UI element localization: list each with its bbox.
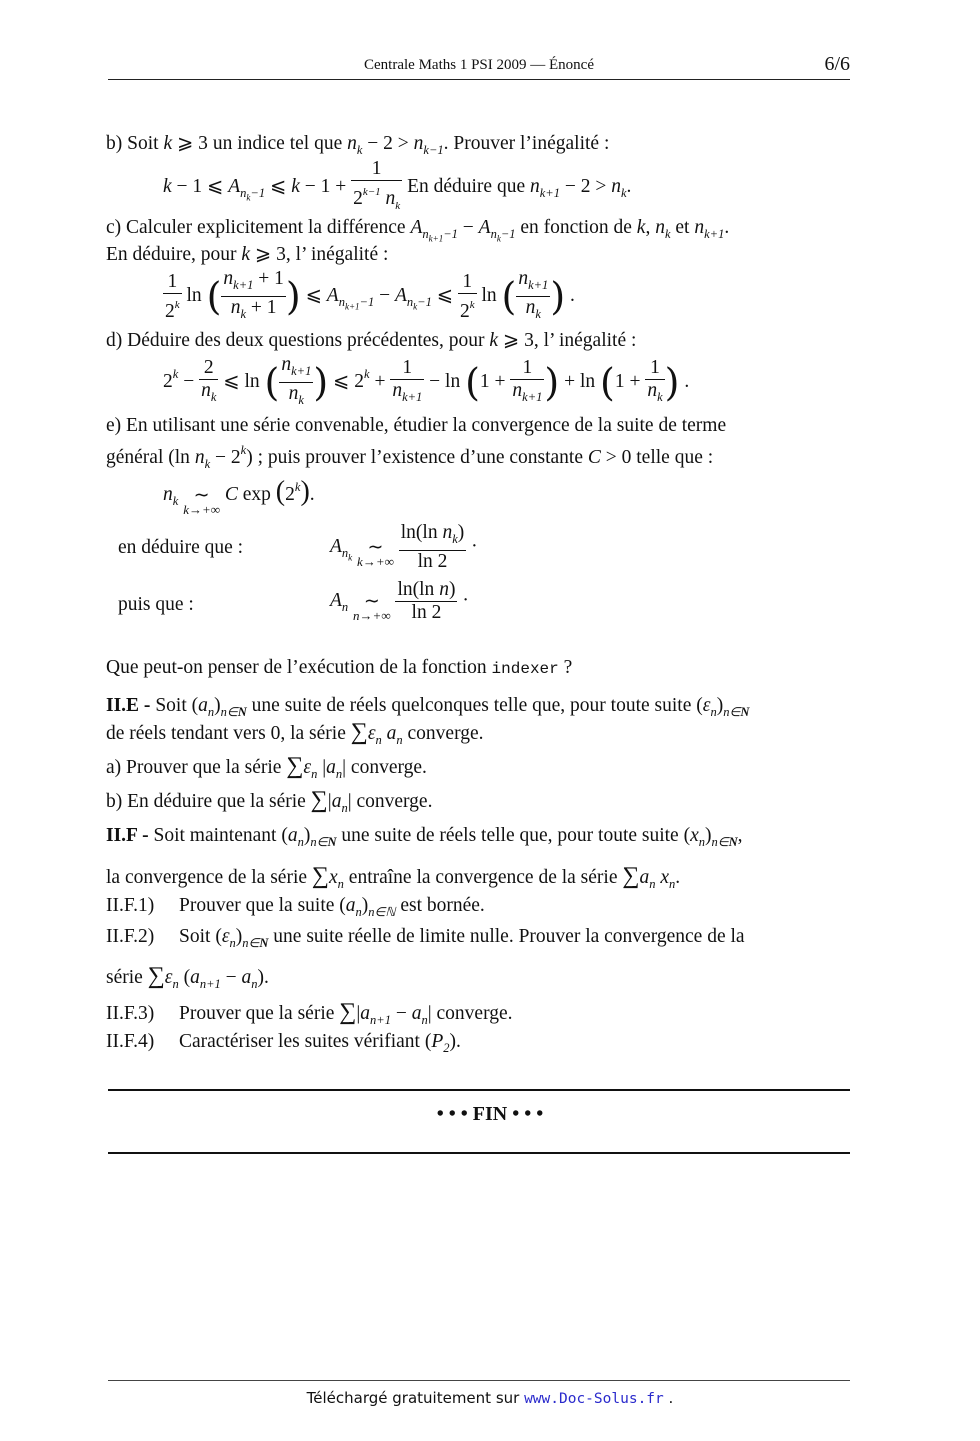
bottom-rule [108,1152,850,1154]
section-IIF-text-c: la convergence de la série [106,867,312,888]
section-IIE-text-c: de réels tendant vers 0, la série [106,723,351,744]
question-d-line: d) Déduire des deux questions précédentes, pour k ⩾ 3, l’ inégalité : [106,330,637,351]
question-d-text: d) Déduire des deux questions précédentes, pour [106,330,490,351]
section-IIF-line1: II.F - Soit maintenant $(a_n)_{n\in N}$ une suite de réels telle que, pour toute suite $(x_n)_{n\in N}$, [106,825,743,849]
question-IIF3: II.F.3) Prouver que la série $\sum|a_{n+1} - a_n|$ converge. [106,999,513,1027]
question-IIF2-text-a: Soit [179,926,216,947]
footer-rule [108,1380,850,1381]
question-IIF2-number: II.F.2) [106,926,155,947]
section-IIF-text-a: Soit maintenant [153,825,282,846]
puis-label: puis que : [118,594,194,615]
section-IIE-b: b) En déduire que la série $\sum|a_n|$ converge. [106,787,433,815]
question-IIF1-end: est bornée. [395,895,485,916]
fin-marker: • • • FIN • • • [436,1103,544,1125]
section-IIE-b-end: converge. [351,791,433,812]
equivalence-an: $A_n$ ∼ n→+∞ $\frac{\text{ln(ln n)}}{\ln 2}$ · [330,579,469,623]
section-IIF-text-b: une suite de réels telle que, pour toute suite [336,825,684,846]
question-e-line2: général (ln $n_k - 2^k$) ; puis prouver l’existence d’une constante C > 0 telle que : [106,443,714,471]
question-c-line1: c) Calculer explicitement la différence $A_{n_{k+1}-1} - A_{n_k-1}$ en fonction de k, $n_k$ et $n_{k+1}$. [106,217,730,244]
question-b-intro: b) Soit [106,133,164,154]
inequality-c: $\frac{1}{2^k}$ ln ( $\frac{n_{k+1} + 1}{n_k + 1}$ ) ⩽ $A_{n_{k+1}-1} - A_{n_k-1}$ ⩽ $\frac{1}{2^k}$ ln ( $\frac{n_{k+1}}{n_k}$ ) . [165,268,575,322]
equivalence-nk: $n_k$ ∼ k→+∞ C exp (2$^k$). [163,476,315,517]
question-IIF2-text-b: une suite réelle de limite nulle. Prouver la convergence de la [268,926,745,947]
footer [0,1389,980,1407]
question-IIF3-text: Prouver que la série [179,1003,340,1024]
question-indexer-text: Que peut-on penser de l’exécution de la fonction [106,657,492,678]
section-IIE-b-text: b) En déduire que la série [106,791,311,812]
question-IIF2: II.F.2) Soit $(\varepsilon_n)_{n\in N}$ une suite réelle de limite nulle. Prouver la convergence de la [106,926,745,950]
section-IIE-text-d: converge. [402,723,484,744]
question-e-text-a: général [106,447,169,468]
question-e-text-b: ; puis prouver l’existence d’une constante [252,447,588,468]
equivalence-ank: $A_{n_k}$ ∼ k→+∞ $\frac{\ln(\ln n_k)}{\ln 2}$ · [330,522,478,572]
section-IIF-line2: la convergence de la série $\sum x_n$ entraîne la convergence de la série $\sum a_n$ $x_n$. [106,863,681,891]
section-IIE-a: a) Prouver que la série $\sum\varepsilon_n$ $|a_n|$ converge. [106,753,427,781]
question-IIF4-text: Caractériser les suites vérifiant [179,1031,425,1052]
section-IIE-text-b: une suite de réels quelconques telle que, pour toute suite [246,695,697,716]
question-b-deduce: En déduire que [407,175,526,197]
question-IIF1-number: II.F.1) [106,895,155,916]
question-c-line2: En déduire, pour k ⩾ 3, l’ inégalité : [106,244,389,265]
section-IIE-a-text: a) Prouver que la série [106,757,287,778]
section-IIF-text-d: entraîne la convergence de la série [343,867,623,888]
footer-link[interactable]: www.Doc-Solus.fr [524,1391,664,1407]
question-IIF4: II.F.4) Caractériser les suites vérifiant $(P_2)$. [106,1031,461,1055]
question-c-text-b: en fonction de [515,217,637,238]
code-indexer: indexer [491,660,559,678]
question-IIF1: II.F.1) Prouver que la suite $(a_n)_{n\in ℕ}$ est bornée. [106,895,485,919]
question-IIF2-text-c: série [106,967,148,988]
question-IIF2-line2: série $\sum\varepsilon_n$ $(a_{n+1} - a_n)$. [106,963,269,991]
question-IIF3-end: converge. [431,1003,513,1024]
deduce-label: en déduire que : [118,537,244,558]
section-IIE-line1: II.E - Soit $(a_n)_{n\in N}$ une suite de réels quelconques telle que, pour toute suite $(\varepsilon_n)_{n\in N}$ [106,695,750,719]
top-rule [108,1089,850,1091]
question-b-line: b) Soit k ⩾ 3 un indice tel que $n_k - 2 > n_{k-1}$. Prouver l’inégalité : [106,133,610,157]
question-b-mid: un indice tel que [207,133,348,154]
question-c-text-a: c) Calculer explicitement la différence [106,217,411,238]
section-IIE-line2: de réels tendant vers 0, la série $\sum\varepsilon_n$ $a_n$ converge. [106,719,484,747]
question-e-text-c: telle que : [631,447,714,468]
question-c-text-d: En déduire, pour [106,244,242,265]
question-b-end: . Prouver l’inégalité : [443,133,610,154]
section-IIF-label: II.F - [106,825,154,846]
question-IIF3-number: II.F.3) [106,1003,155,1024]
page-header [108,55,850,80]
question-IIF1-text: Prouver que la suite [179,895,340,916]
footer-end: . [663,1389,674,1407]
question-c-text-c: et [670,217,695,238]
footer-text: Téléchargé gratuitement sur [306,1389,525,1407]
section-IIE-label: II.E - [106,695,156,716]
question-indexer-end: ? [558,657,573,678]
question-IIF4-number: II.F.4) [106,1031,155,1052]
question-indexer [106,657,572,679]
page-number: 6/6 [824,53,850,75]
inequality-b: k − 1 ⩽ $A_{n_k-1}$ ⩽ k − 1 + $\frac{1}{2^{k-1} n_k}$ En déduire que $n_{k+1} - 2 > n_k$. [163,158,632,212]
question-e-line1: e) En utilisant une série convenable, étudier la convergence de la suite de terme [106,415,727,436]
header-title: Centrale Maths 1 PSI 2009 — Énoncé [364,57,594,73]
section-IIE-text-a: Soit [155,695,192,716]
section-IIE-a-end: converge. [346,757,427,778]
inequality-d: $2^k$ − $\frac{2}{n_k}$ ⩽ ln ( $\frac{n_{k+1}}{n_k}$ ) ⩽ $2^k$ + $\frac{1}{n_{k+1}}$ − ln (1 + $\frac{1}{n_{k+1}}$ ) + ln (1 + $\frac{1}{n_k}$ ) . [163,354,690,407]
